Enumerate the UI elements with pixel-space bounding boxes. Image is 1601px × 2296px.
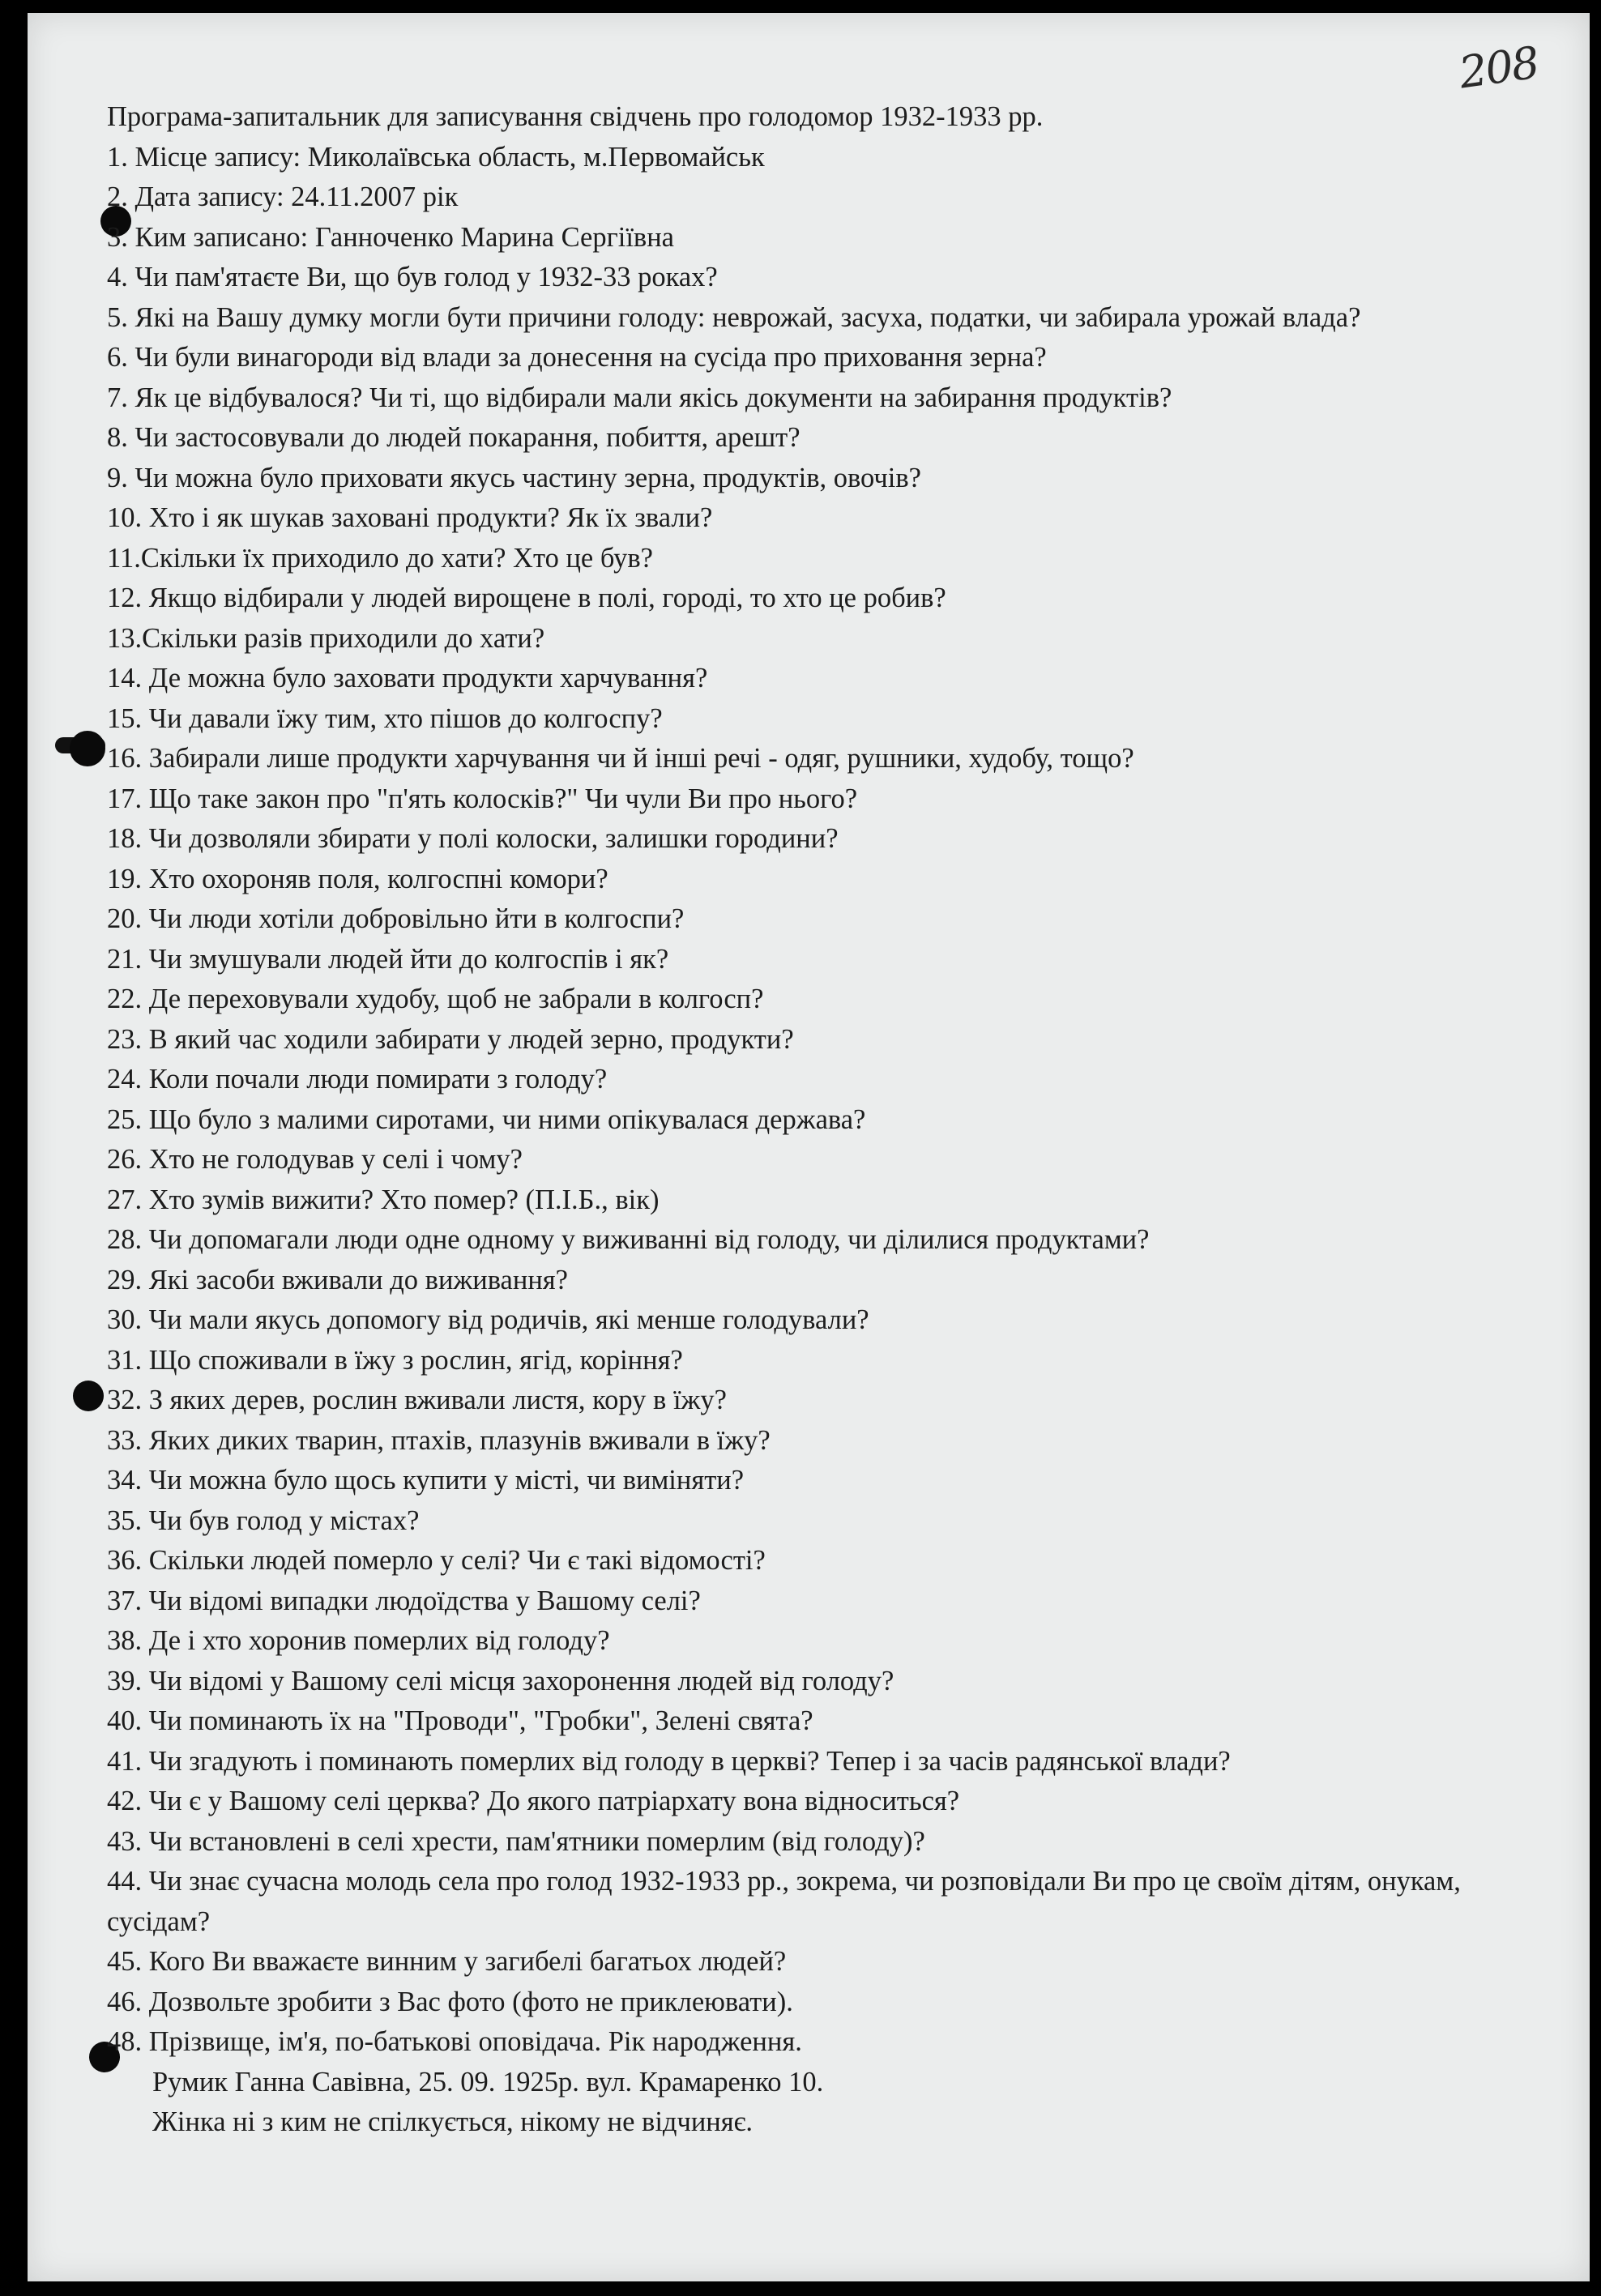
question-item: 41. Чи згадують і поминають померлих від голоду в церкві? Тепер і за часів радянської влади?: [107, 1745, 1231, 1777]
punch-hole: [73, 1381, 104, 1411]
question-item: 27. Хто зумів вижити? Хто помер? (П.І.Б., вік): [107, 1184, 660, 1215]
answer-line: Румик Ганна Савівна, 25. 09. 1925р. вул. Крамаренко 10.: [152, 2066, 824, 2098]
question-item: 7. Як це відбувалося? Чи ті, що відбирали мали якісь документи на забирання продуктів?: [107, 382, 1172, 413]
question-item: 13.Скільки разів приходили до хати?: [107, 622, 545, 654]
document-page: [28, 13, 1590, 2281]
question-item: 28. Чи допомагали люди одне одному у виживанні від голоду, чи ділилися продуктами?: [107, 1224, 1150, 1255]
question-list: [107, 138, 1533, 2063]
question-item: 15. Чи давали їжу тим, хто пішов до колгоспу?: [107, 702, 663, 734]
question-item: 46. Дозвольте зробити з Вас фото (фото не приклеювати).: [107, 1986, 793, 2017]
question-item: 45. Кого Ви вважаєте винним у загибелі багатьох людей?: [107, 1946, 787, 1977]
question-item: 10. Хто і як шукав заховані продукти? Як їх звали?: [107, 502, 713, 533]
respondent-info: [107, 2063, 1533, 2143]
question-item: 4. Чи пам'ятаєте Ви, що був голод у 1932-33 роках?: [107, 262, 718, 292]
answer-line: Жінка ні з ким не спілкується, нікому не відчиняє.: [152, 2106, 754, 2137]
question-item: 24. Коли почали люди помирати з голоду?: [107, 1064, 608, 1095]
question-item: 44. Чи знає сучасна молодь села про голод 1932-1933 рр., зокрема, чи розповідали Ви про це своїм дітям, онукам, сусідам?: [107, 1866, 1461, 1937]
question-item: 34. Чи можна було щось купити у місті, чи виміняти?: [107, 1465, 745, 1496]
question-item: 5. Які на Вашу думку могли бути причини голоду: неврожай, засуха, податки, чи забирала урожай влада?: [107, 301, 1361, 333]
question-item: 36. Скільки людей померло у селі? Чи є такі відомості?: [107, 1545, 766, 1576]
question-item: 26. Хто не голодував у селі і чому?: [107, 1144, 523, 1175]
question-item: 38. Де і хто хоронив померлих від голоду?: [107, 1625, 610, 1656]
question-item: 8. Чи застосовували до людей покарання, побиття, арешт?: [107, 422, 800, 453]
question-item: 43. Чи встановлені в селі хрести, пам'ятники померлим (від голоду)?: [107, 1825, 925, 1857]
question-item: 22. Де переховували худобу, щоб не забрали в колгосп?: [107, 984, 764, 1014]
question-item: 31. Що споживали в їжу з рослин, ягід, коріння?: [107, 1344, 683, 1376]
question-item: 11.Скільки їх приходило до хати? Хто це був?: [107, 542, 653, 574]
question-item: 23. В який час ходили забирати у людей зерно, продукти?: [107, 1023, 794, 1055]
document-title: Програма-запитальник для записування свідчень про голодомор 1932-1933 рр.: [107, 101, 1044, 132]
question-item: 6. Чи були винагороди від влади за донесення на сусіда про приховання зерна?: [107, 342, 1047, 373]
question-item: 40. Чи поминають їх на "Проводи", "Гробки", Зелені свята?: [107, 1705, 813, 1736]
questionnaire: [107, 97, 1533, 2143]
question-item: 12. Якщо відбирали у людей вирощене в полі, городі, то хто це робив?: [107, 583, 946, 613]
question-item: 32. З яких дерев, рослин вживали листя, кору в їжу?: [107, 1385, 727, 1415]
question-item: 25. Що було з малими сиротами, чи ними опікувалася держава?: [107, 1103, 866, 1135]
page-number: 208: [1456, 36, 1541, 99]
question-item: 29. Які засоби вживали до виживання?: [107, 1264, 568, 1295]
question-item: 30. Чи мали якусь допомогу від родичів, які менше голодували?: [107, 1304, 869, 1335]
punch-hole: [70, 731, 105, 766]
question-item: 37. Чи відомі випадки людоїдства у Вашому селі?: [107, 1585, 701, 1616]
question-item: 42. Чи є у Вашому селі церква? До якого патріархату вона відноситься?: [107, 1786, 960, 1816]
question-item: 35. Чи був голод у містах?: [107, 1504, 420, 1536]
question-item: 19. Хто охороняв поля, колгоспні комори?: [107, 863, 608, 894]
question-item: 17. Що таке закон про "п'ять колосків?" Чи чули Ви про нього?: [107, 783, 858, 814]
question-item: 48. Прізвище, ім'я, по-батькові оповідача. Рік народження.: [107, 2026, 802, 2057]
question-item: 18. Чи дозволяли збирати у полі колоски, залишки городини?: [107, 823, 839, 854]
question-item: 20. Чи люди хотіли добровільно йти в колгоспи?: [107, 903, 685, 934]
question-item: 9. Чи можна було приховати якусь частину зерна, продуктів, овочів?: [107, 462, 921, 493]
question-item: 3. Ким записано: Ганноченко Марина Сергіївна: [107, 221, 674, 253]
question-item: 33. Яких диких тварин, птахів, плазунів вживали в їжу?: [107, 1424, 771, 1456]
question-item: 1. Місце запису: Миколаївська область, м.Первомайськ: [107, 141, 765, 173]
question-item: 39. Чи відомі у Вашому селі місця захоронення людей від голоду?: [107, 1665, 894, 1696]
question-item: 16. Забирали лише продукти харчування чи й інші речі - одяг, рушники, худобу, тощо?: [107, 743, 1134, 774]
question-item: 2. Дата запису: 24.11.2007 рік: [107, 181, 459, 212]
question-item: 21. Чи змушували людей йти до колгоспів і як?: [107, 943, 669, 975]
question-item: 14. Де можна було заховати продукти харчування?: [107, 663, 708, 693]
